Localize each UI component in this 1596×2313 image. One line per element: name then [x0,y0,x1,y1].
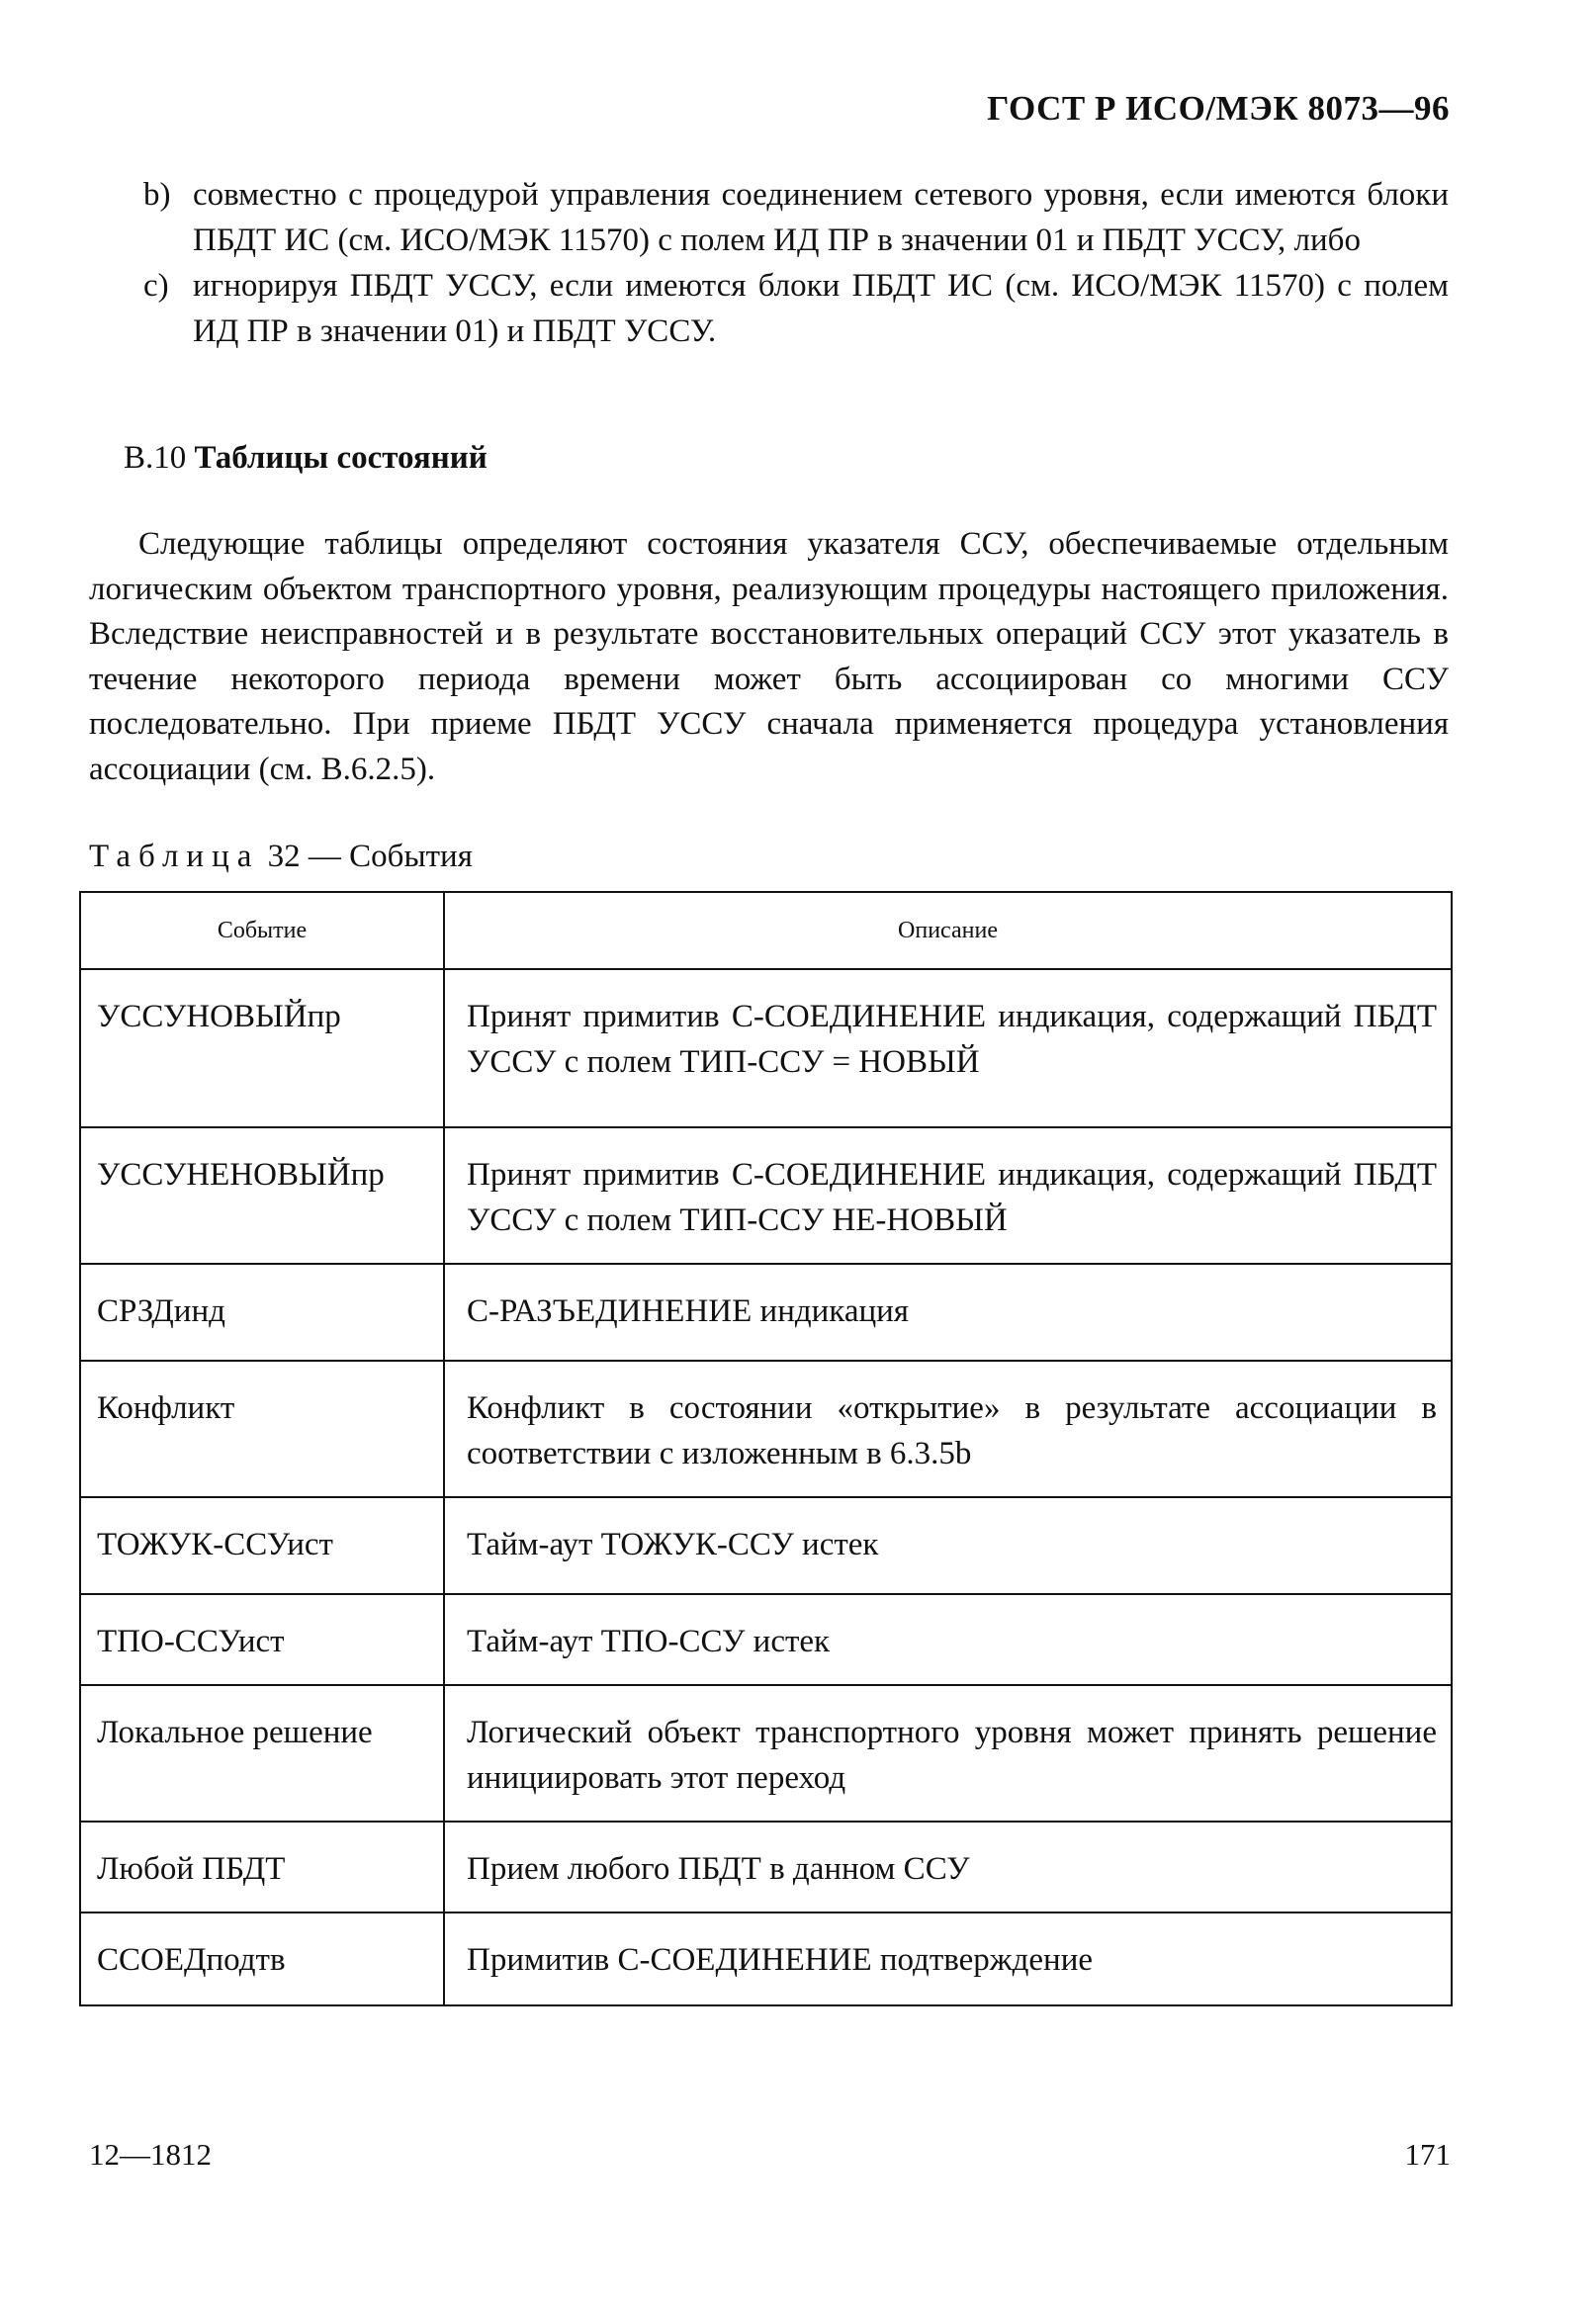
event-cell: УССУНОВЫЙпр [80,969,444,1127]
description-cell: Принят примитив С-СОЕДИНЕНИЕ индикация, содержащий ПБДТ УССУ с полем ТИП-ССУ НЕ-НОВЫЙ [444,1127,1452,1264]
table-row [80,1822,1452,1913]
list-item-text: совместно с процедурой управления соединением сетевого уровня, если имеются блоки ПБДТ ИС (см. ИСО/МЭК 11570) с полем ИД ПР в значении 01 и ПБДТ УССУ, либо [193,177,1449,258]
description-cell: С-РАЗЪЕДИНЕНИЕ индикация [444,1264,1452,1361]
event-cell: ТОЖУК-ССУист [80,1497,444,1594]
event-cell: СРЗДинд [80,1264,444,1361]
column-header-event: Событие [80,892,444,969]
description-cell: Конфликт в состоянии «открытие» в результате ассоциации в соответствии с изложенным в 6.3.5b [444,1361,1452,1497]
section-heading [124,435,488,481]
table-caption-label: Таблица [89,839,260,874]
footer-print-code: 12—1812 [89,2137,212,2172]
table-row [80,1497,1452,1594]
page-number: 171 [1404,2137,1451,2172]
table-caption-title: 32 — События [267,839,473,874]
description-cell: Примитив С-СОЕДИНЕНИЕ подтверждение [444,1913,1452,2005]
section-number: В.10 [124,440,187,476]
table-caption [89,834,473,879]
list-marker: b) [143,177,171,213]
description-cell: Тайм-аут ТОЖУК-ССУ истек [444,1497,1452,1594]
table-header-row [80,892,1452,969]
table-row [80,1594,1452,1685]
event-cell: ССОЕДподтв [80,1913,444,2005]
event-cell: УССУНЕНОВЫЙпр [80,1127,444,1264]
table-row [80,969,1452,1127]
event-cell: Конфликт [80,1361,444,1497]
list-marker: c) [143,268,169,304]
table-row [80,1127,1452,1264]
description-cell: Принят примитив С-СОЕДИНЕНИЕ индикация, содержащий ПБДТ УССУ с полем ТИП-ССУ = НОВЫЙ [444,969,1452,1127]
list-item [143,172,1449,263]
description-cell: Тайм-аут ТПО-ССУ истек [444,1594,1452,1685]
event-cell: ТПО-ССУист [80,1594,444,1685]
description-cell: Прием любого ПБДТ в данном ССУ [444,1822,1452,1913]
table-row [80,1361,1452,1497]
event-cell: Локальное решение [80,1685,444,1822]
column-header-description: Описание [444,892,1452,969]
section-title: Таблицы состояний [194,440,488,476]
description-cell: Логический объект транспортного уровня может принять решение инициировать этот переход [444,1685,1452,1822]
table-row [80,1264,1452,1361]
table-row [80,1913,1452,2005]
table-row [80,1685,1452,1822]
body-paragraph: Следующие таблицы определяют состояния указателя ССУ, обеспечиваемые отдельным логическим объектом транспортного уровня, реализующим процедуры настоящего приложения. Вследствие неисправностей и в результате восстановительных операций ССУ этот указатель в течение некоторого периода времени может быть ассоциирован со многими ССУ последовательно. При приеме ПБДТ УССУ сначала применяется процедура установления ассоциации (см. В.6.2.5). [89,526,1449,787]
list-item [143,263,1449,354]
events-table [79,891,1453,2006]
document-header: ГОСТ Р ИСО/МЭК 8073—96 [987,89,1450,128]
event-cell: Любой ПБДТ [80,1822,444,1913]
enumerated-list [143,172,1449,354]
list-item-text: игнорируя ПБДТ УССУ, если имеются блоки ПБДТ ИС (см. ИСО/МЭК 11570) с полем ИД ПР в значении 01) и ПБДТ УССУ. [193,268,1449,349]
